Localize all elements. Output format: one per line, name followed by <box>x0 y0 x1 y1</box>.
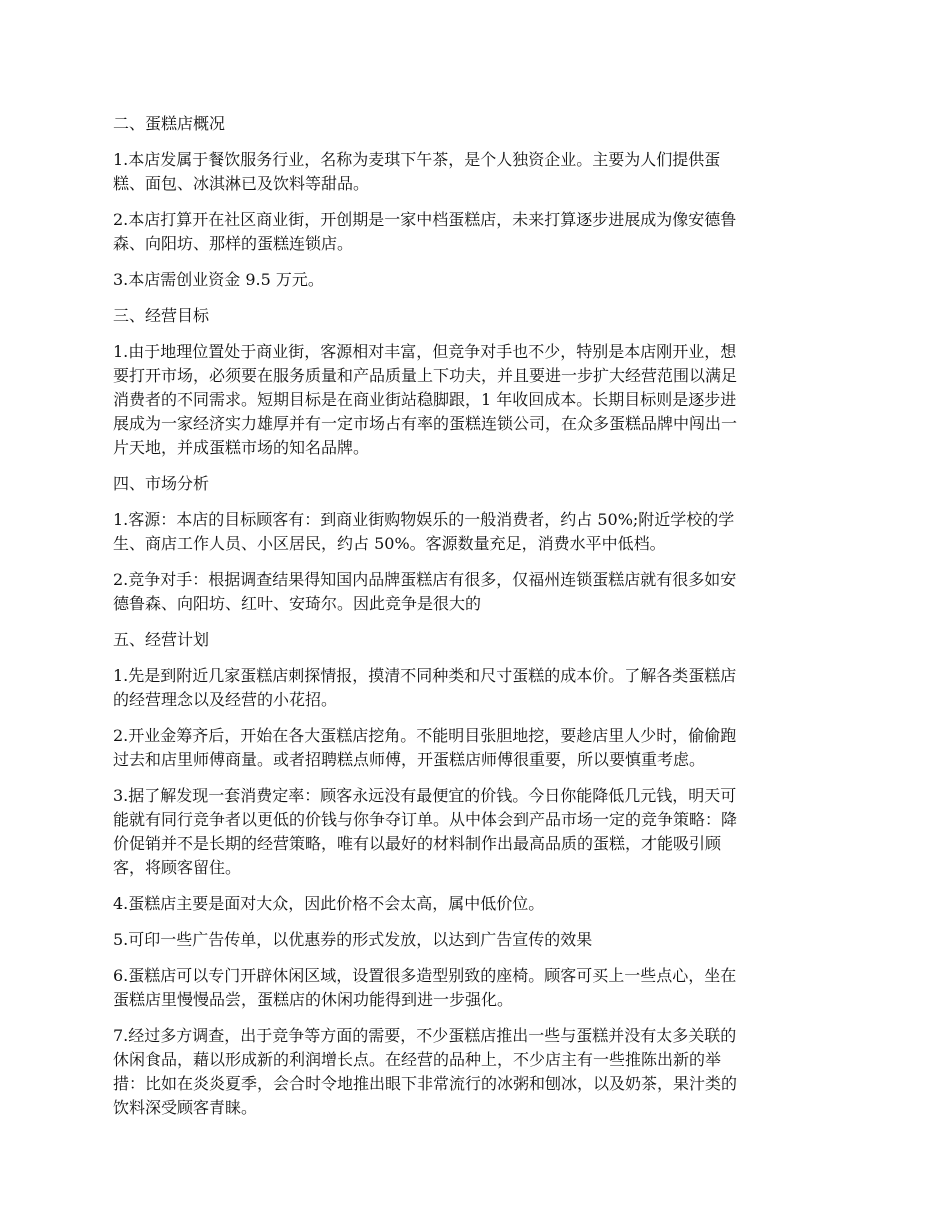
text-line: 4.蛋糕店主要是面对大众，因此价格不会太高，属中低价位。 <box>113 894 545 913</box>
paragraph <box>113 148 840 196</box>
paragraph <box>113 340 840 460</box>
section-heading: 四、市场分析 <box>113 474 210 493</box>
text-line: 蛋糕店里慢慢品尝，蛋糕店的休闲功能得到进一步强化。 <box>113 990 514 1009</box>
text-line: 2.开业金筹齐后，开始在各大蛋糕店挖角。不能明目张胆地挖，要趁店里人少时，偷偷跑 <box>113 726 737 745</box>
section-heading: 三、经营目标 <box>113 306 210 325</box>
text-line: 生、商店工作人员、小区居民，约占 50%。客源数量充足，消费水平中低档。 <box>113 534 666 553</box>
paragraph <box>113 784 840 880</box>
text-line: 客，将顾客留住。 <box>113 858 242 877</box>
text-line: 消费者的不同需求。短期目标是在商业街站稳脚跟，1 年收回成本。长期目标则是逐步进 <box>113 390 737 409</box>
text-line: 的经营理念以及经营的小花招。 <box>113 690 338 709</box>
text-line: 展成为一家经济实力雄厚并有一定市场占有率的蛋糕连锁公司，在众多蛋糕品牌中闯出一 <box>113 414 738 433</box>
text-line: 措：比如在炎炎夏季，会合时令地推出眼下非常流行的冰粥和刨冰，以及奶茶，果汁类的 <box>113 1074 738 1093</box>
text-line: 过去和店里师傅商量。或者招聘糕点师傅，开蛋糕店师傅很重要，所以要慎重考虑。 <box>113 750 706 769</box>
text-line: 能就有同行竞争者以更低的价钱与你争夺订单。从中体会到产品市场一定的竞争策略：降 <box>113 810 738 829</box>
text-line: 糕、面包、冰淇淋已及饮料等甜品。 <box>113 174 370 193</box>
section-heading: 五、经营计划 <box>113 630 210 649</box>
text-line: 3.据了解发现一套消费定率：顾客永远没有最便宜的价钱。今日你能降低几元钱，明天可 <box>113 786 737 805</box>
text-line: 5.可印一些广告传单，以优惠券的形式发放，以达到广告宣传的效果 <box>113 930 593 949</box>
text-line: 6.蛋糕店可以专门开辟休闲区域，设置很多造型别致的座椅。顾客可买上一些点心，坐在 <box>113 966 737 985</box>
text-line: 1.本店发属于餐饮服务行业，名称为麦琪下午茶，是个人独资企业。主要为人们提供蛋 <box>113 150 721 169</box>
text-line: 1.客源：本店的目标顾客有：到商业街购物娱乐的一般消费者，约占 50%;附近学校的学 <box>113 510 735 529</box>
text-line: 价促销并不是长期的经营策略，唯有以最好的材料制作出最高品质的蛋糕，才能吸引顾 <box>113 834 722 853</box>
text-line: 7.经过多方调查，出于竞争等方面的需要，不少蛋糕店推出一些与蛋糕并没有太多关联的 <box>113 1026 737 1045</box>
text-line: 饮料深受顾客青睐。 <box>113 1098 258 1117</box>
paragraph <box>113 892 840 916</box>
paragraph <box>113 568 840 616</box>
paragraph <box>113 964 840 1012</box>
paragraph <box>113 268 840 292</box>
paragraph <box>113 208 840 256</box>
text-line: 1.由于地理位置处于商业街，客源相对丰富，但竞争对手也不少，特别是本店刚开业，想 <box>113 342 737 361</box>
text-line: 片天地，并成蛋糕市场的知名品牌。 <box>113 438 370 457</box>
paragraph <box>113 1024 840 1120</box>
text-line: 要打开市场，必须要在服务质量和产品质量上下功夫，并且要进一步扩大经营范围以满足 <box>113 366 738 385</box>
paragraph <box>113 508 840 556</box>
paragraph <box>113 724 840 772</box>
text-line: 森、向阳坊、那样的蛋糕连锁店。 <box>113 234 354 253</box>
text-line: 德鲁森、向阳坊、红叶、安琦尔。因此竞争是很大的 <box>113 594 482 613</box>
text-line: 1.先是到附近几家蛋糕店刺探情报，摸清不同种类和尺寸蛋糕的成本价。了解各类蛋糕店 <box>113 666 737 685</box>
text-line: 3.本店需创业资金 9.5 万元。 <box>113 270 324 289</box>
section-heading: 二、蛋糕店概况 <box>113 114 226 133</box>
text-line: 休闲食品，藉以形成新的利润增长点。在经营的品种上，不少店主有一些推陈出新的举 <box>113 1050 722 1069</box>
paragraph <box>113 664 840 712</box>
paragraph <box>113 928 840 952</box>
text-line: 2.竞争对手：根据调查结果得知国内品牌蛋糕店有很多，仅福州连锁蛋糕店就有很多如安 <box>113 570 737 589</box>
text-line: 2.本店打算开在社区商业街，开创期是一家中档蛋糕店，未来打算逐步进展成为像安德鲁 <box>113 210 737 229</box>
